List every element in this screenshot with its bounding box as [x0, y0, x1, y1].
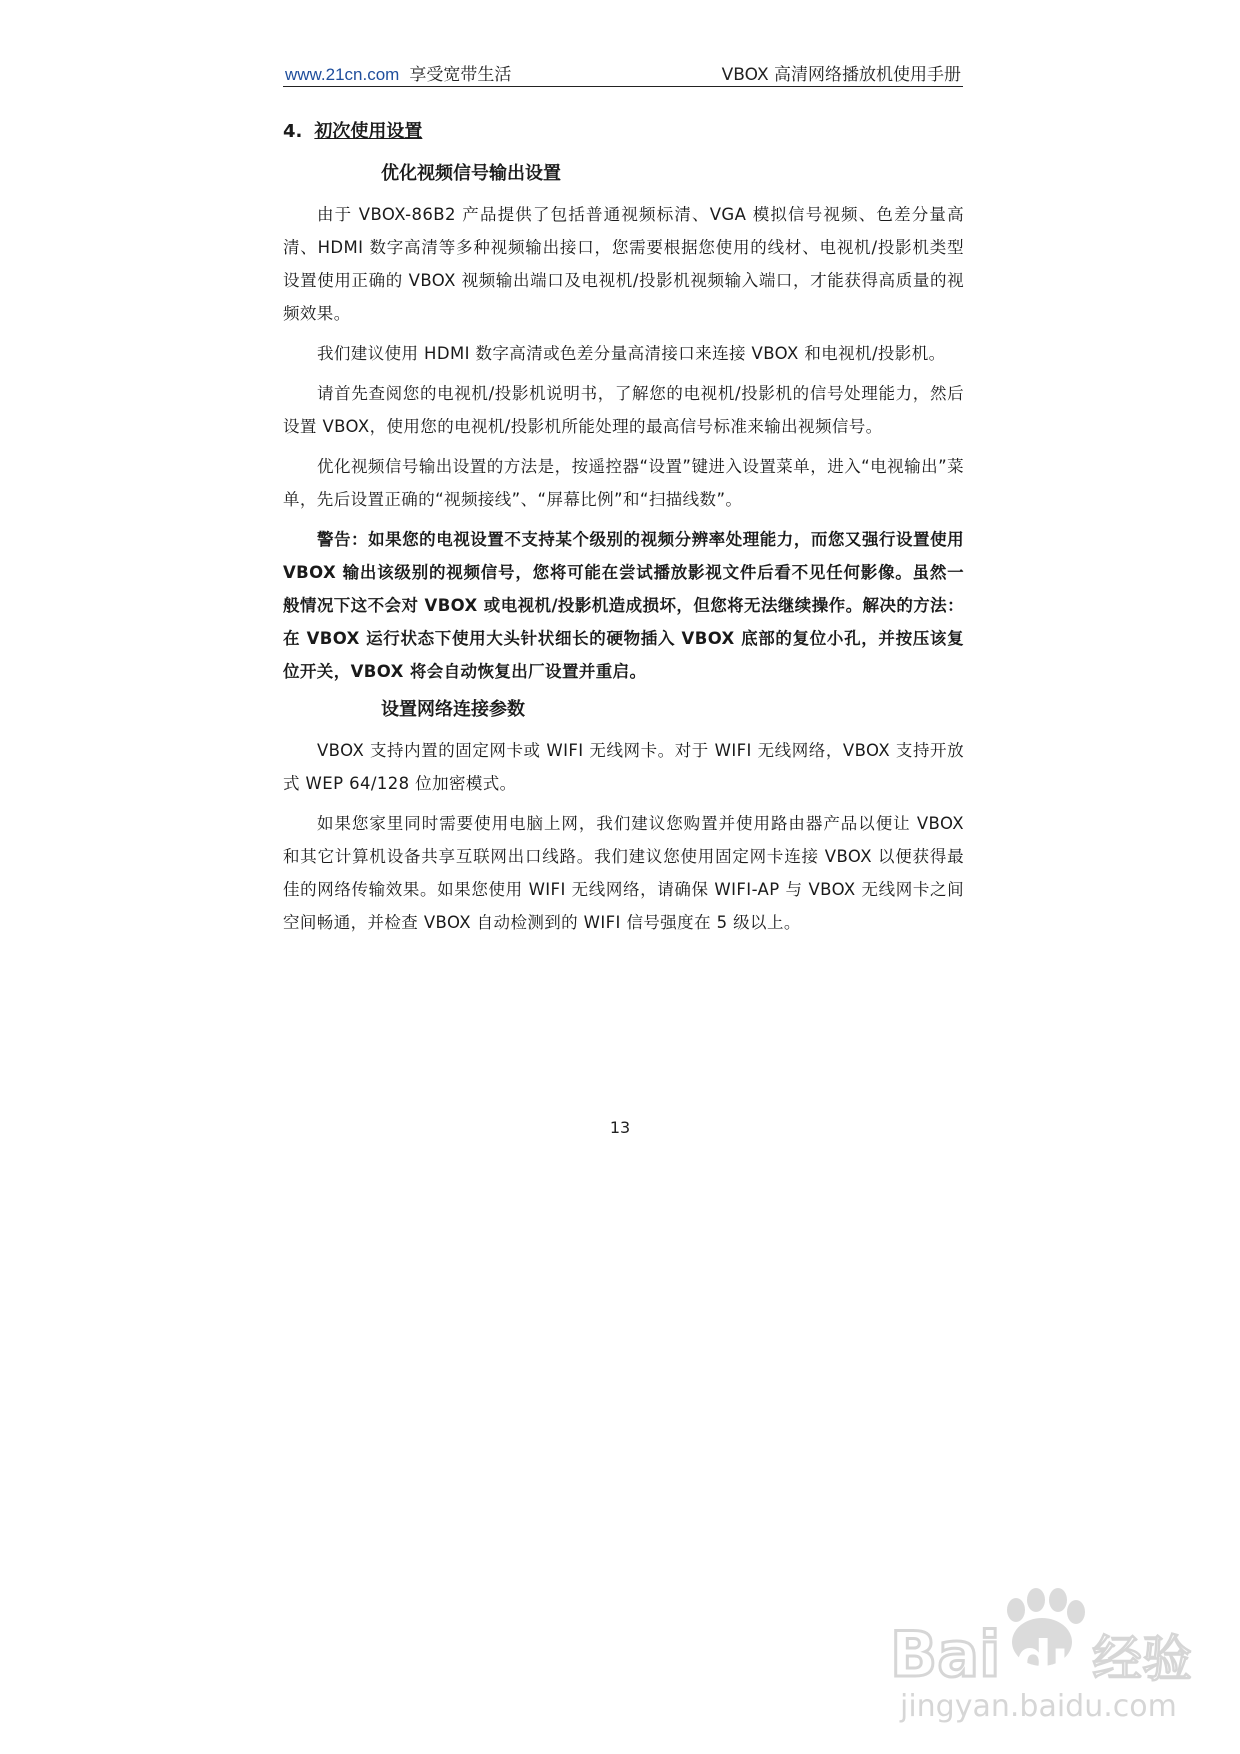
header-site-link: www.21cn.com	[285, 65, 400, 84]
subsection-title-video: 优化视频信号输出设置	[381, 163, 561, 184]
svg-text:Bai: Bai	[890, 1618, 1001, 1691]
header-manual-title: VBOX 高清网络播放机使用手册	[721, 65, 961, 85]
paragraph: VBOX 支持内置的固定网卡或 WIFI 无线网卡。对于 WIFI 无线网络，VBOX 支持开放式 WEP 64/128 位加密模式。	[283, 741, 964, 793]
section-heading	[283, 118, 964, 146]
page-number: 13	[609, 1118, 631, 1137]
paragraph: 如果您家里同时需要使用电脑上网，我们建议您购置并使用路由器产品以便让 VBOX 和其它计算机设备共享互联网出口线路。我们建议您使用固定网卡连接 VBOX 以便获得最佳的网络传输效果。如果您使用 WIFI 无线网络，请确保 WIFI-AP 与 VBOX 无线网卡之间空间畅通，并检查 VBOX 自动检测到的 WIFI 信号强度在 5 级以上。	[283, 814, 964, 932]
header-left	[285, 60, 511, 85]
section-number: 4.	[283, 121, 303, 142]
page-content	[283, 118, 964, 946]
svg-text:经验: 经验	[1092, 1630, 1192, 1688]
subsection-title-network: 设置网络连接参数	[381, 699, 525, 720]
baidu-jingyan-watermark-logo	[830, 1580, 1210, 1730]
paragraph: 由于 VBOX-86B2 产品提供了包括普通视频标清、VGA 模拟信号视频、色差分量高清、HDMI 数字高清等多种视频输出接口，您需要根据您使用的线材、电视机/投影机类型设置使用正确的 VBOX 视频输出端口及电视机/投影机视频输入端口，才能获得高质量的视频效果。	[283, 205, 964, 323]
section-title: 初次使用设置	[314, 121, 423, 142]
svg-text:du: du	[1016, 1630, 1088, 1688]
header-slogan: 享受宽带生活	[409, 65, 512, 85]
page-header	[283, 56, 963, 87]
svg-text:jingyan.baidu.com: jingyan.baidu.com	[900, 1689, 1177, 1724]
paragraph: 优化视频信号输出设置的方法是，按遥控器“设置”键进入设置菜单，进入“电视输出”菜单，先后设置正确的“视频接线”、“屏幕比例”和“扫描线数”。	[283, 457, 964, 509]
paragraph: 请首先查阅您的电视机/投影机说明书，了解您的电视机/投影机的信号处理能力，然后设置 VBOX，使用您的电视机/投影机所能处理的最高信号标准来输出视频信号。	[283, 384, 964, 436]
warning-paragraph: 警告：如果您的电视设置不支持某个级别的视频分辨率处理能力，而您又强行设置使用 VBOX 输出该级别的视频信号，您将可能在尝试播放影视文件后看不见任何影像。虽然一般情况下这不会对 VBOX 或电视机/投影机造成损坏，但您将无法继续操作。解决的方法：在 VBOX 运行状态下使用大头针状细长的硬物插入 VBOX 底部的复位小孔，并按压该复位开关，VBOX 将会自动恢复出厂设置并重启。	[283, 530, 964, 681]
paragraph: 我们建议使用 HDMI 数字高清或色差分量高清接口来连接 VBOX 和电视机/投影机。	[317, 344, 946, 363]
